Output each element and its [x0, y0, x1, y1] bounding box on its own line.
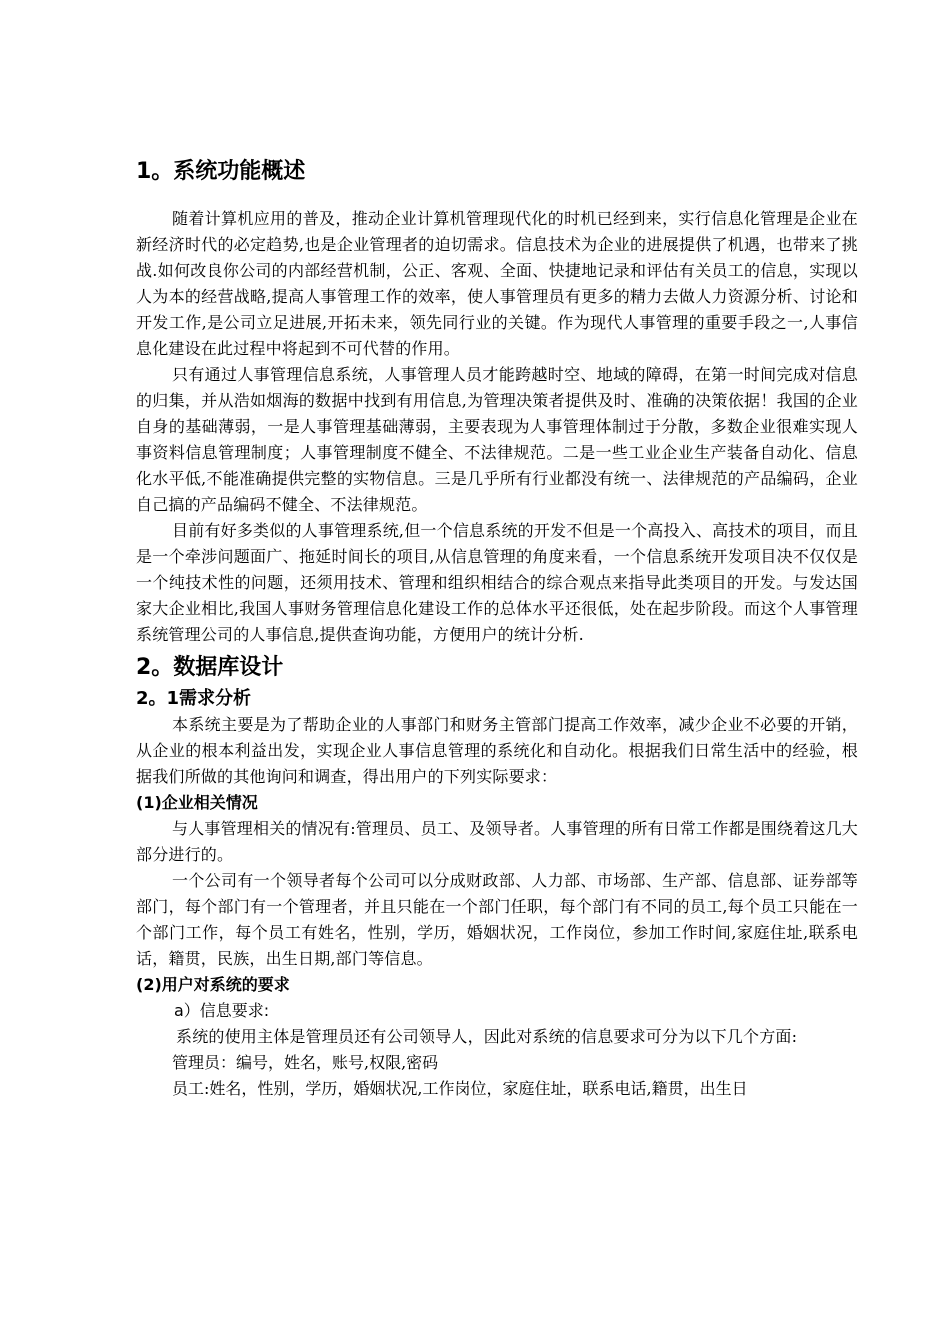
- admin-info-line: 管理员：编号，姓名，账号,权限,密码: [172, 1053, 439, 1072]
- item-1-paragraph-2: 一个公司有一个领导者每个公司可以分成财政部、人力部、市场部、生产部、信息部、证券部等部门，每个部门有一个管理者，并且只能在一个部门任职，每个部门有不同的员工,每个员工只能在一个部门工作，每个员工有姓名，性别，学历，婚姻状况，工作岗位，参加工作时间,家庭住址,联系电话，籍贯，民族，出生日期,部门等信息。: [136, 871, 858, 968]
- item-2-a-heading: a）信息要求:: [174, 1001, 270, 1020]
- item-1-paragraph-1: 与人事管理相关的情况有:管理员、员工、及领导者。人事管理的所有日常工作都是围绕着这几大部分进行的。: [136, 819, 858, 864]
- section-1-paragraph-1: 随着计算机应用的普及，推动企业计算机管理现代化的时机已经到来，实行信息化管理是企业在新经济时代的必定趋势,也是企业管理者的迫切需求。信息技术为企业的进展提供了机遇，也带来了挑战.如何改良你公司的内部经营机制，公正、客观、全面、快捷地记录和评估有关员工的信息，实现以人为本的经营战略,提高人事管理工作的效率，使人事管理员有更多的精力去做人力资源分析、讨论和开发工作,是公司立足进展,开拓未来，领先同行业的关键。作为现代人事管理的重要手段之一,人事信息化建设在此过程中将起到不可代替的作用。: [136, 209, 858, 358]
- item-2-heading: (2)用户对系统的要求: [136, 975, 290, 994]
- section-2-heading: 2。数据库设计: [136, 655, 284, 680]
- item-1-heading: (1)企业相关情况: [136, 793, 258, 812]
- section-1-paragraph-2: 只有通过人事管理信息系统，人事管理人员才能跨越时空、地域的障碍，在第一时间完成对信息的归集，并从浩如烟海的数据中找到有用信息,为管理决策者提供及时、准确的决策依据！我国的企业自身的基础薄弱，一是人事管理基础薄弱，主要表现为人事管理体制过于分散，多数企业很难实现人事资料信息管理制度；人事管理制度不健全、不法律规范。二是一些工业企业生产装备自动化、信息化水平低,不能准确提供完整的实物信息。三是几乎所有行业都没有统一、法律规范的产品编码，企业自己搞的产品编码不健全、不法律规范。: [136, 365, 858, 514]
- subsection-2-1-paragraph: 本系统主要是为了帮助企业的人事部门和财务主管部门提高工作效率，减少企业不必要的开销，从企业的根本利益出发，实现企业人事信息管理的系统化和自动化。根据我们日常生活中的经验，根据我们所做的其他询问和调查，得出用户的下列实际要求：: [136, 715, 858, 786]
- staff-info-line: 员工:姓名，性别，学历，婚姻状况,工作岗位，家庭住址，联系电话,籍贯，出生日: [172, 1079, 748, 1098]
- subsection-2-1-heading: 2。1需求分析: [136, 688, 252, 709]
- item-2-paragraph: 系统的使用主体是管理员还有公司领导人，因此对系统的信息要求可分为以下几个方面:: [176, 1027, 798, 1046]
- document-page: [136, 156, 858, 1102]
- section-1-heading: 1。系统功能概述: [136, 159, 306, 184]
- section-1-paragraph-3: 目前有好多类似的人事管理系统,但一个信息系统的开发不但是一个高投入、高技术的项目，而且是一个牵涉问题面广、拖延时间长的项目,从信息管理的角度来看，一个信息系统开发项目决不仅仅是一个纯技术性的问题，还须用技术、管理和组织相结合的综合观点来指导此类项目的开发。与发达国家大企业相比,我国人事财务管理信息化建设工作的总体水平还很低，处在起步阶段。而这个人事管理系统管理公司的人事信息,提供查询功能，方便用户的统计分析.: [136, 521, 858, 644]
